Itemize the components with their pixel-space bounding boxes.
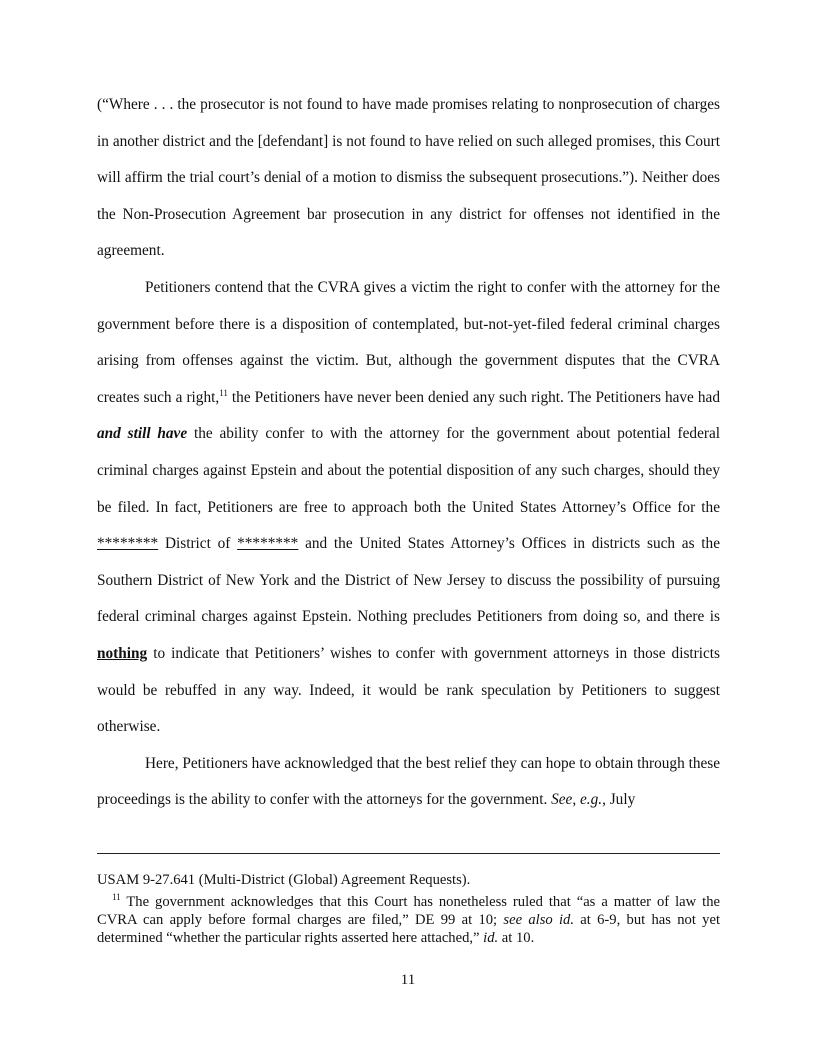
footnote-separator: [97, 853, 720, 854]
paragraph-2-text-c: the ability confer to with the attorney for the government about potential federal criminal charges against Epstein and about the potential disposition of any such charges, should they be filed. In fact, Petitioners are free to approach both the United States Attorney’s Office for the: [97, 425, 720, 516]
emphasis-nothing: nothing: [97, 644, 148, 662]
paragraph-2-text-b: the Petitioners have never been denied any such right. The Petitioners have had: [227, 388, 720, 406]
footnote-11-cite-b: id.: [483, 930, 499, 946]
paragraph-3-text-b: , July: [602, 791, 636, 809]
footnote-continuation: USAM 9-27.641 (Multi-District (Global) Agreement Requests).: [97, 872, 471, 888]
citation-signal: See, e.g.: [551, 791, 603, 809]
paragraph-1-text: (“Where . . . the prosecutor is not found to have made promises relating to nonprosecution of charges in another district and the [defendant] is not found to have relied on such alleged promises, this Court will affirm the trial court’s denial of a motion to dismiss the subsequent prosecutions.”). Neither does the Non-Prosecution Agreement bar prosecution in any district for offenses not identified in the agreement.: [97, 96, 720, 260]
footnote-ref-11[interactable]: 11: [219, 387, 228, 398]
paragraph-2: [97, 270, 720, 746]
footnote-11-cite-a: see also id.: [503, 912, 574, 928]
footnote-11-number: 11: [112, 892, 121, 903]
paragraph-2-text-e: and the United States Attorney’s Offices in districts such as the Southern District of New York and the District of New Jersey to discuss the possibility of pursuing federal criminal charges against Epstein. Nothing precludes Petitioners from doing so, and there is: [97, 535, 720, 626]
paragraph-3-text-a: Here, Petitioners have acknowledged that the best relief they can hope to obtain through these proceedings is the ability to confer with the attorneys for the government.: [97, 754, 720, 809]
paragraph-3: [97, 746, 720, 819]
footnote-11-text-c: at 10.: [498, 930, 535, 946]
paragraph-1: [97, 87, 720, 270]
emphasis-and-still-have: and still have: [97, 425, 188, 443]
redaction-district-1: ********: [97, 535, 159, 553]
paragraph-2-text-a: Petitioners contend that the CVRA gives a victim the right to confer with the attorney for the government before there is a disposition of contemplated, but-not-yet-filed federal criminal charges arising from offenses against the victim. But, although the government disputes that the CVRA creates such a right,: [97, 278, 720, 406]
footnote-11-text-a: The government acknowledges that this Court has nonetheless ruled that “as a matter of law the CVRA can apply before formal charges are filed,” DE 99 at 10;: [97, 894, 720, 928]
footnote-11-text-b: at 6-9, but has not yet determined “whether the particular rights asserted here attached,”: [97, 912, 721, 946]
paragraph-2-text-d: District of: [158, 535, 238, 553]
footnotes-section: [97, 871, 720, 947]
paragraph-2-text-f: to indicate that Petitioners’ wishes to confer with government attorneys in those districts would be rebuffed in any way. Indeed, it would be rank speculation by Petitioners to suggest otherwise.: [97, 644, 720, 736]
footnote-11: [97, 893, 720, 947]
document-body: [97, 87, 720, 819]
redaction-district-2: ********: [237, 535, 299, 553]
page-number: 11: [400, 972, 416, 988]
